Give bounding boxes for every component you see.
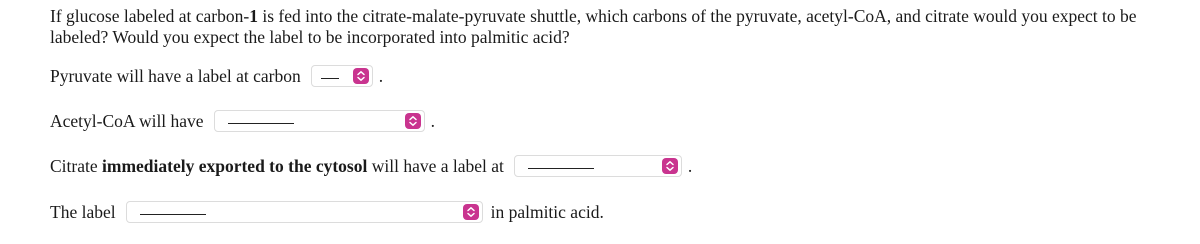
acetylcoa-select[interactable] <box>214 110 425 132</box>
palmitic-row <box>50 200 604 224</box>
citrate-period: . <box>687 155 693 176</box>
citrate-label-bold: immediately exported to the cytosol <box>102 155 368 176</box>
blank-line <box>140 214 206 215</box>
citrate-label <box>50 156 504 177</box>
question-text <box>50 6 1180 48</box>
updown-chevron-icon[interactable] <box>463 204 479 220</box>
palmitic-suffix: in palmitic acid. <box>490 201 604 222</box>
citrate-label-suffix: will have a label at <box>367 155 504 176</box>
question-part-2: is fed into the citrate-malate-pyruvate shuttle, which carbons of the pyruvate, acetyl-CoA, and citrate would you expect to be labeled? Would you expect the label to be incorporated into palmitic acid? <box>50 6 1137 47</box>
updown-chevron-icon[interactable] <box>353 68 369 84</box>
palmitic-incorporation-select[interactable] <box>126 201 483 223</box>
blank-line <box>321 78 339 79</box>
citrate-carbon-select[interactable] <box>514 155 682 177</box>
acetylcoa-row <box>50 109 435 133</box>
palmitic-label: The label <box>50 201 116 222</box>
blank-line <box>228 123 294 124</box>
pyruvate-row <box>50 64 383 88</box>
question-carbon-number: 1 <box>249 6 258 26</box>
updown-chevron-icon[interactable] <box>405 113 421 129</box>
blank-line <box>528 168 594 169</box>
pyruvate-carbon-select[interactable] <box>311 65 373 87</box>
pyruvate-label: Pyruvate will have a label at carbon <box>50 65 301 86</box>
updown-chevron-icon[interactable] <box>662 158 678 174</box>
citrate-label-prefix: Citrate <box>50 155 102 176</box>
pyruvate-period: . <box>378 65 384 86</box>
citrate-row <box>50 154 692 178</box>
question-part-1: If glucose labeled at carbon- <box>50 6 250 26</box>
acetylcoa-label: Acetyl-CoA will have <box>50 110 204 131</box>
acetylcoa-period: . <box>430 110 435 131</box>
